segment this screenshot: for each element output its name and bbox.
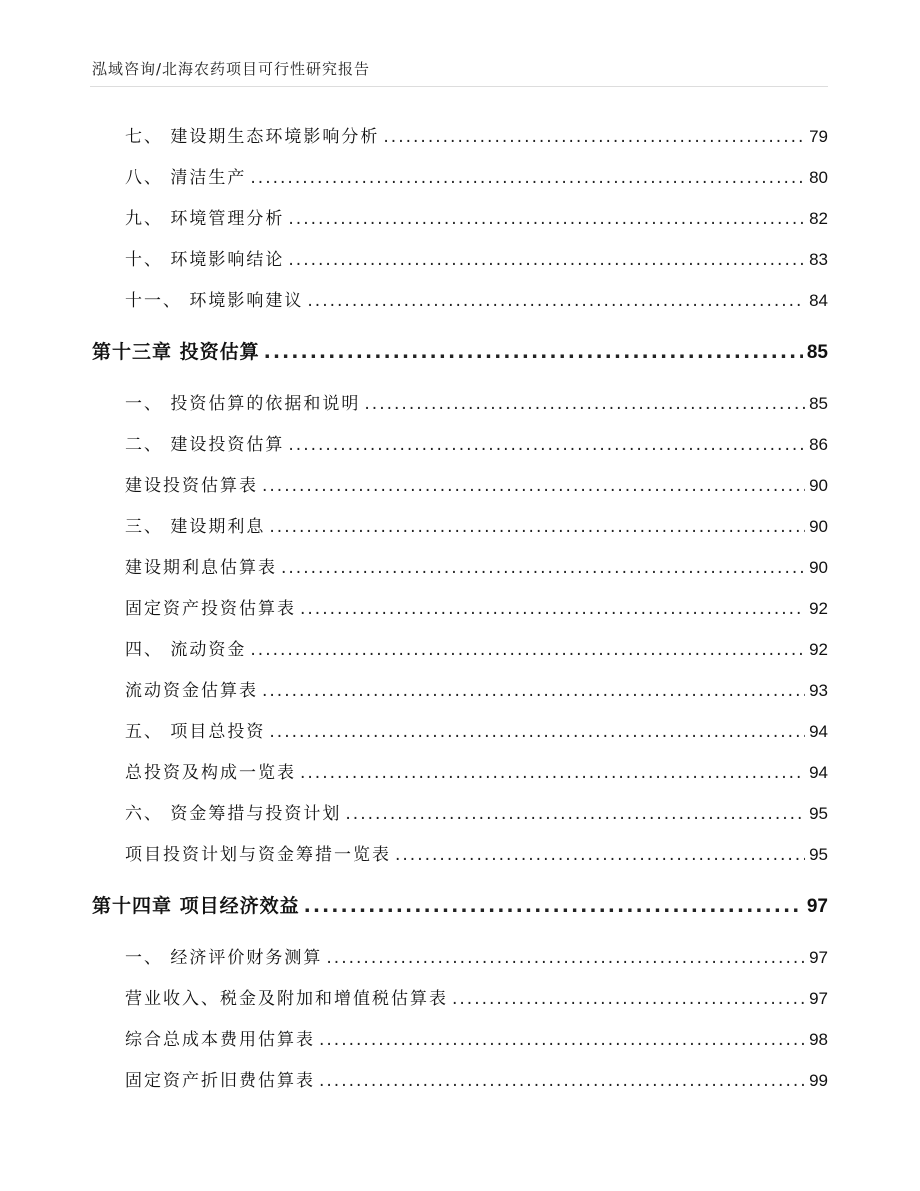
toc-entry-page: 92 — [809, 599, 828, 618]
toc-leader-dots — [264, 341, 803, 363]
toc-entry-title: 四、 流动资金 — [125, 640, 247, 660]
toc-entry-title: 一、 经济评价财务测算 — [125, 948, 323, 968]
toc-leader-dots — [307, 291, 805, 311]
toc-entry-title: 一、 投资估算的依据和说明 — [125, 394, 361, 414]
toc-entry-page: 94 — [809, 722, 828, 741]
toc-leader-dots — [345, 804, 805, 824]
toc-chapter-title: 第十三章 投资估算 — [92, 341, 260, 363]
toc-leader-dots — [269, 517, 805, 537]
toc-entry-page: 90 — [809, 517, 828, 536]
toc-entry[interactable] — [125, 799, 828, 827]
toc-leader-dots — [319, 1030, 805, 1050]
toc-entry[interactable] — [125, 840, 828, 868]
toc-leader-dots — [281, 558, 805, 578]
toc-entry-page: 83 — [809, 250, 828, 269]
toc-entry-title: 三、 建设期利息 — [125, 517, 266, 537]
toc-entry-page: 84 — [809, 291, 828, 310]
toc-entry-title: 固定资产投资估算表 — [125, 599, 296, 619]
toc-entry[interactable] — [125, 122, 828, 150]
toc-chapter-entry[interactable] — [92, 337, 828, 365]
toc-entry[interactable] — [125, 163, 828, 191]
toc-entry-title: 流动资金估算表 — [125, 681, 258, 701]
toc-leader-dots — [250, 168, 805, 188]
toc-entry[interactable] — [125, 717, 828, 745]
toc-entry-title: 八、 清洁生产 — [125, 168, 247, 188]
toc-leader-dots — [395, 845, 805, 865]
toc-entry-page: 99 — [809, 1071, 828, 1090]
toc-leader-dots — [364, 394, 805, 414]
toc-entry[interactable] — [125, 635, 828, 663]
toc-entry[interactable] — [125, 594, 828, 622]
toc-entry-page: 86 — [809, 435, 828, 454]
toc-entry[interactable] — [125, 984, 828, 1012]
toc-entry-page: 95 — [809, 845, 828, 864]
toc-entry-title: 固定资产折旧费估算表 — [125, 1071, 315, 1091]
toc-entry[interactable] — [125, 430, 828, 458]
toc-chapter-page: 85 — [806, 342, 828, 363]
toc-leader-dots — [250, 640, 805, 660]
toc-entry-page: 97 — [809, 989, 828, 1008]
toc-entry-title: 建设投资估算表 — [125, 476, 258, 496]
toc-entry-page: 93 — [809, 681, 828, 700]
toc-leader-dots — [288, 209, 805, 229]
toc-leader-dots — [319, 1071, 805, 1091]
toc-entry[interactable] — [125, 676, 828, 704]
toc-entry[interactable] — [125, 1025, 828, 1053]
toc-entry[interactable] — [125, 286, 828, 314]
toc-leader-dots — [288, 250, 805, 270]
toc-entry-title: 营业收入、税金及附加和增值税估算表 — [125, 989, 448, 1009]
toc-chapter-entry[interactable] — [92, 891, 828, 919]
toc-entry[interactable] — [125, 553, 828, 581]
toc-leader-dots — [326, 948, 805, 968]
toc-entry-page: 80 — [809, 168, 828, 187]
toc-entry[interactable] — [125, 204, 828, 232]
toc-entry-page: 79 — [809, 127, 828, 146]
toc-entry-page: 82 — [809, 209, 828, 228]
toc-entry-title: 项目投资计划与资金筹措一览表 — [125, 845, 391, 865]
toc-entry-page: 98 — [809, 1030, 828, 1049]
toc-leader-dots — [304, 895, 803, 917]
toc-leader-dots — [300, 599, 805, 619]
toc-entry[interactable] — [125, 943, 828, 971]
toc-entry-title: 十、 环境影响结论 — [125, 250, 285, 270]
toc-entry-page: 97 — [809, 948, 828, 967]
toc-entry[interactable] — [125, 245, 828, 273]
toc-leader-dots — [269, 722, 805, 742]
toc-entry-page: 92 — [809, 640, 828, 659]
toc-entry-title: 建设期利息估算表 — [125, 558, 277, 578]
toc-entry-page: 85 — [809, 394, 828, 413]
toc-entry-title: 七、 建设期生态环境影响分析 — [125, 127, 380, 147]
page-header: 泓域咨询/北海农药项目可行性研究报告 — [92, 60, 371, 78]
toc-entry-page: 95 — [809, 804, 828, 823]
toc-entry-title: 综合总成本费用估算表 — [125, 1030, 315, 1050]
toc-entry[interactable] — [125, 471, 828, 499]
toc-leader-dots — [262, 681, 805, 701]
toc-entry-page: 90 — [809, 558, 828, 577]
toc-entry-page: 90 — [809, 476, 828, 495]
toc-chapter-page: 97 — [806, 896, 828, 917]
toc-leader-dots — [383, 127, 805, 147]
toc-entry-title: 六、 资金筹措与投资计划 — [125, 804, 342, 824]
toc-entry-title: 总投资及构成一览表 — [125, 763, 296, 783]
toc-leader-dots — [300, 763, 805, 783]
toc-leader-dots — [288, 435, 805, 455]
toc-entry-page: 94 — [809, 763, 828, 782]
toc-leader-dots — [452, 989, 805, 1009]
toc-entry[interactable] — [125, 1066, 828, 1094]
toc-entry[interactable] — [125, 758, 828, 786]
header-divider — [90, 86, 828, 87]
toc-entry-title: 九、 环境管理分析 — [125, 209, 285, 229]
toc-entry[interactable] — [125, 512, 828, 540]
toc-entry-title: 二、 建设投资估算 — [125, 435, 285, 455]
toc-chapter-title: 第十四章 项目经济效益 — [92, 895, 300, 917]
toc-entry-title: 五、 项目总投资 — [125, 722, 266, 742]
toc-leader-dots — [262, 476, 805, 496]
toc-entry[interactable] — [125, 389, 828, 417]
toc-entry-title: 十一、 环境影响建议 — [125, 291, 304, 311]
